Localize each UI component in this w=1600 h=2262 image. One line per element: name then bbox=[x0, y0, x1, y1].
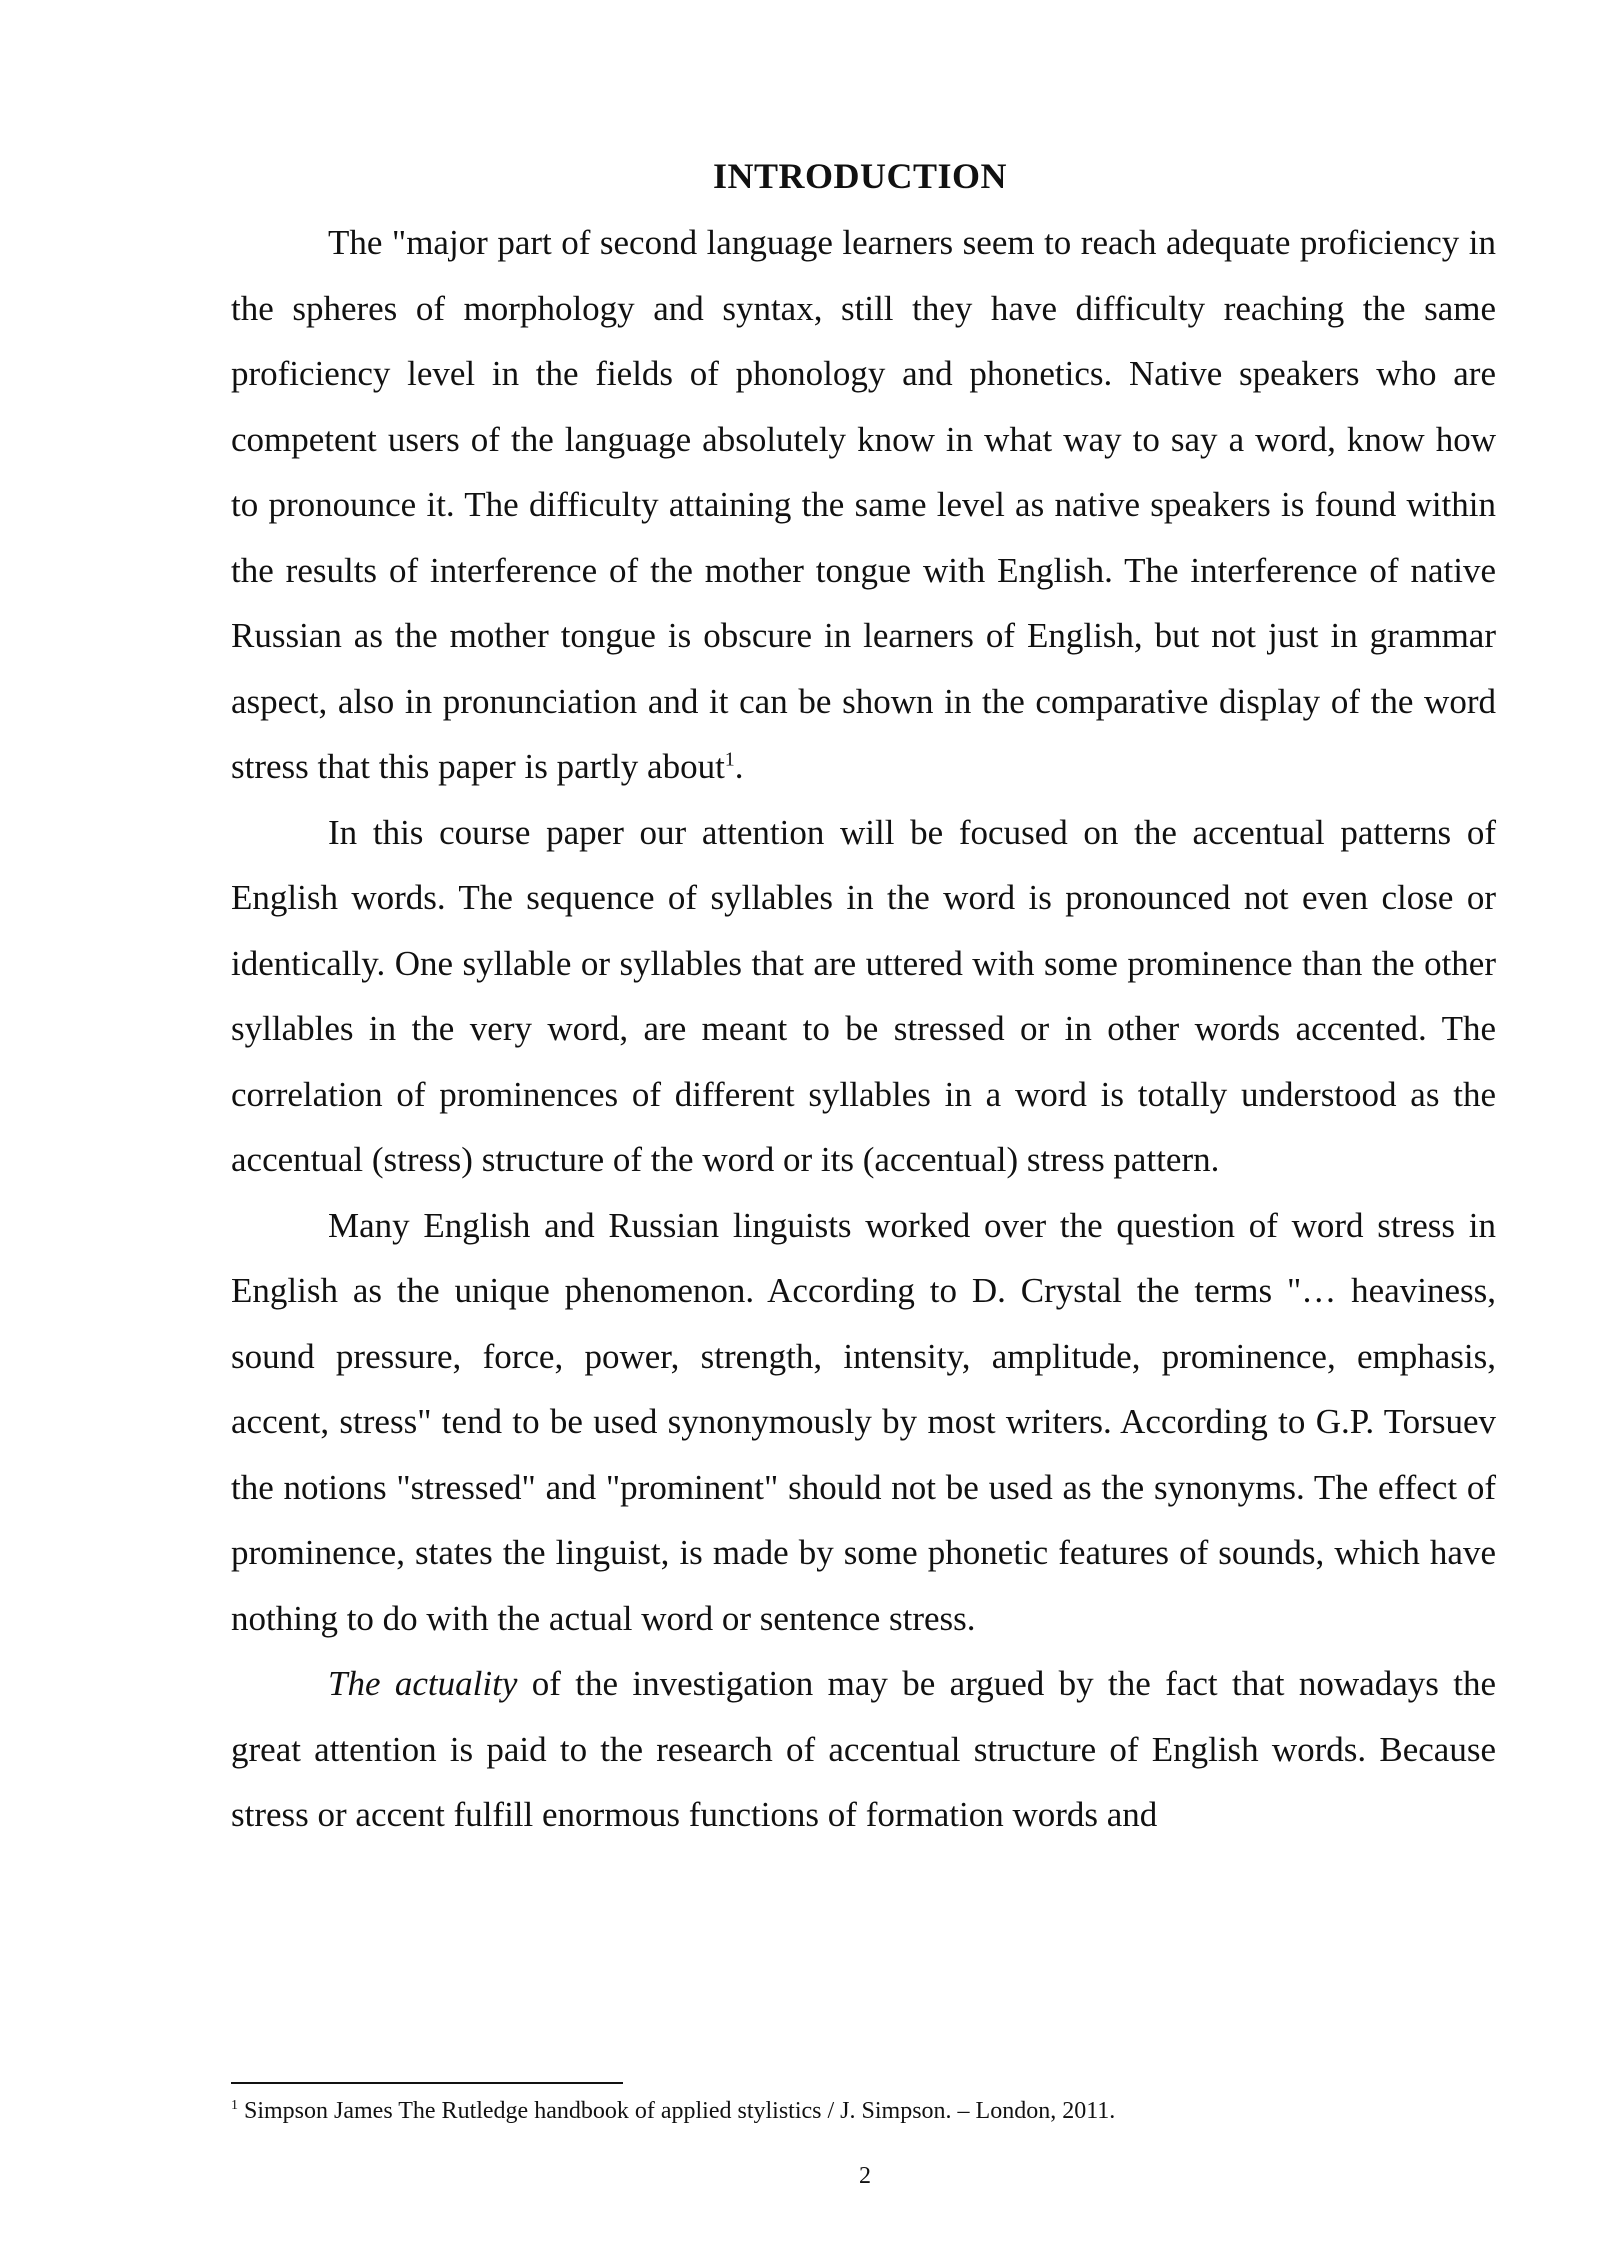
footnote-reference: 1 bbox=[724, 748, 735, 771]
paragraph-1-tail: . bbox=[734, 747, 744, 786]
footnote-text: Simpson James The Rutledge handbook of applied stylistics / J. Simpson. – London, 2011. bbox=[238, 2098, 1116, 2124]
paragraph-4-text: of the investigation may be argued by the fact that nowadays the great attention is paid to the research of accentual structure of English words. Because stress or accent fulfill enormous functions of formation words and bbox=[231, 1664, 1497, 1834]
footnote-divider bbox=[231, 2082, 623, 2084]
body-text bbox=[231, 210, 1496, 1848]
footnote bbox=[231, 2093, 1496, 2129]
footnote-marker: 1 bbox=[231, 2098, 238, 2113]
paragraph-2: In this course paper our attention will be focused on the accentual patterns of English words. The sequence of syllables in the word is pronounced not even close or identically. One syllable or syllables that are uttered with some prominence than the other syllables in the very word, are meant to be stressed or in other words accented. The correlation of prominences of different syllables in a word is totally understood as the accentual (stress) structure of the word or its (accentual) stress pattern. bbox=[231, 812, 1496, 1179]
paragraph-4 bbox=[231, 1651, 1496, 1848]
paragraph-3: Many English and Russian linguists worked over the question of word stress in English as the unique phenomenon. According to D. Crystal the terms "… heaviness, sound pressure, force, power, strength, intensity, amplitude, prominence, emphasis, accent, stress" tend to be used synonymously by most writers. According to G.P. Torsuev the notions "stressed" and "prominent" should not be used as the synonyms. The effect of prominence, states the linguist, is made by some phonetic features of sounds, which have nothing to do with the actual word or sentence stress. bbox=[231, 1205, 1496, 1638]
paragraph-1 bbox=[231, 210, 1496, 800]
page-heading: INTRODUCTION bbox=[712, 156, 1008, 196]
paragraph-1-text: The "major part of second language learners seem to reach adequate proficiency in the spheres of morphology and syntax, still they have difficulty reaching the same proficiency level in the fields of phonology and phonetics. Native speakers who are competent users of the language absolutely know in what way to say a word, know how to pronounce it. The difficulty attaining the same level as native speakers is found within the results of interference of the mother tongue with English. The interference of native Russian as the mother tongue is obscure in learners of English, but not just in grammar aspect, also in pronunciation and it can be shown in the comparative display of the word stress that this paper is partly about bbox=[231, 223, 1496, 786]
page-number: 2 bbox=[859, 2163, 871, 2189]
paragraph-4-italic-lead: The actuality bbox=[328, 1664, 518, 1703]
